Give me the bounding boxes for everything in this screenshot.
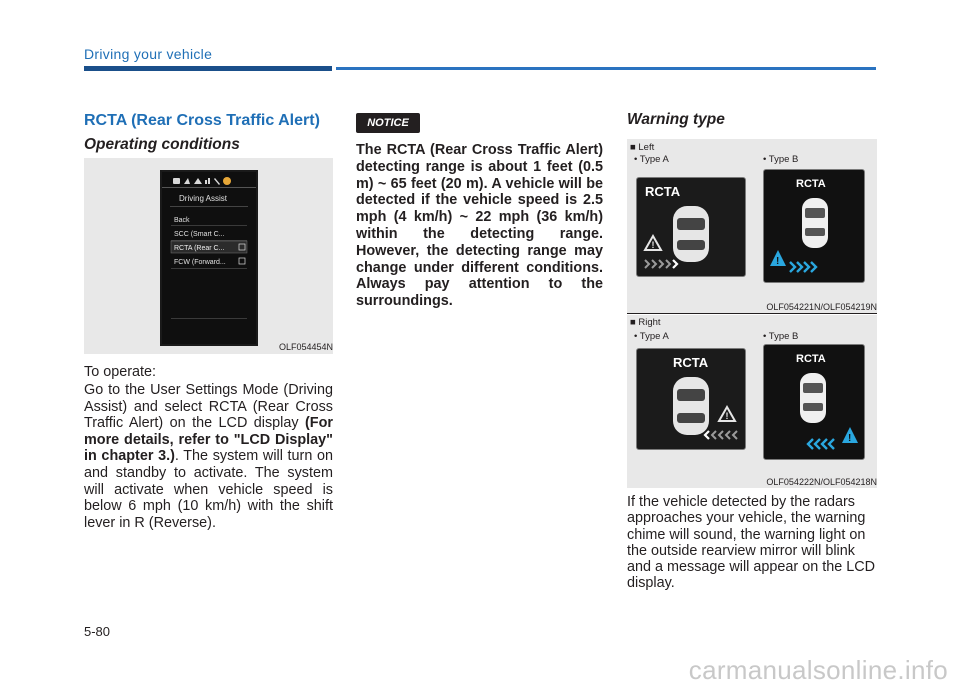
right-type-a-graphic bbox=[637, 349, 745, 449]
svg-text:!: ! bbox=[848, 433, 852, 444]
header-bar bbox=[84, 66, 332, 71]
chevron-left-icon bbox=[808, 439, 834, 449]
notice-text: The RCTA (Rear Cross Traffic Alert) detecting range is about 1 feet (0.5 m) ~ 65 feet (20 m). A vehicle will be detected if the vehicle speed is 2.5 mph (4 km/h) ~ 22 mph (36 km/h) within the detecting range. However, the detecting range may change under different conditions. Always pay attention to the surroundings. bbox=[356, 142, 603, 310]
left-type-a-panel bbox=[636, 177, 746, 277]
chevron-left-icon bbox=[705, 431, 709, 439]
page-number: 5-80 bbox=[84, 624, 111, 639]
menu-item-fcw: FCW (Forward... bbox=[174, 259, 226, 266]
left-type-b-panel bbox=[763, 169, 865, 283]
gear-icon bbox=[223, 177, 231, 185]
menu-item-back: Back bbox=[174, 217, 190, 224]
svg-text:!: ! bbox=[776, 256, 780, 267]
rcta-panel-label: RCTA bbox=[673, 355, 709, 370]
header-rule bbox=[336, 67, 876, 70]
rcta-panel-label: RCTA bbox=[645, 184, 681, 199]
section-title: Driving your vehicle bbox=[84, 46, 213, 62]
signal-icon bbox=[205, 180, 207, 184]
car-settings-icon bbox=[173, 178, 180, 184]
rcta-panel-label: RCTA bbox=[796, 178, 826, 190]
svg-text:!: ! bbox=[651, 240, 655, 250]
to-operate-label: To operate: bbox=[84, 364, 157, 380]
chevron-right-icon bbox=[645, 260, 670, 268]
left-figure-caption: OLF054221N/OLF054219N bbox=[766, 302, 877, 312]
figure-divider bbox=[627, 313, 877, 314]
right-group-label: ■ Right bbox=[630, 317, 661, 328]
car-icon bbox=[802, 198, 828, 248]
warning-paragraph: If the vehicle detected by the radars approaches your vehicle, the warning chime will sound, the warning light on the outside rearview mirror will blink and a message will appear on the LCD display. bbox=[627, 494, 875, 592]
right-type-b-panel bbox=[763, 344, 865, 460]
car-icon bbox=[673, 377, 709, 435]
menu-title: Driving Assist bbox=[179, 194, 228, 203]
notice-badge: NOTICE bbox=[356, 113, 420, 133]
watermark: carmanualsonline.info bbox=[688, 655, 948, 685]
warning-type-heading: Warning type bbox=[627, 111, 725, 128]
lcd-menu-figure bbox=[84, 158, 333, 354]
lcd-menu-screen bbox=[84, 158, 333, 354]
left-type-a-label: • Type A bbox=[634, 154, 669, 165]
right-type-b-label: • Type B bbox=[763, 331, 799, 342]
right-type-b-graphic bbox=[764, 345, 864, 459]
chevron-right-icon bbox=[673, 260, 677, 268]
operate-reference: (For more details, refer to "LCD Display" in chapter 3.) bbox=[84, 415, 333, 465]
chevron-right-icon bbox=[790, 262, 816, 272]
right-type-a-panel bbox=[636, 348, 746, 450]
operating-conditions-heading: Operating conditions bbox=[84, 136, 240, 153]
figure-caption: OLF054454N bbox=[278, 342, 333, 352]
car-icon bbox=[800, 373, 826, 423]
operate-text-end: . The system will turn on and standby to activate. The system will activate when vehicle speed is below 6 mph (10 km/h) with the shift lever in R (Reverse). bbox=[84, 448, 334, 531]
menu-item-scc: SCC (Smart C... bbox=[174, 231, 225, 238]
svg-text:!: ! bbox=[725, 411, 729, 421]
rcta-heading: RCTA (Rear Cross Traffic Alert) bbox=[84, 112, 320, 129]
car-icon bbox=[673, 206, 709, 262]
right-type-a-label: • Type A bbox=[634, 331, 669, 342]
left-type-b-graphic bbox=[764, 170, 864, 282]
left-type-a-graphic bbox=[637, 178, 745, 276]
right-figure-caption: OLF054222N/OLF054218N bbox=[766, 477, 877, 487]
operate-text: Go to the User Settings Mode (Driving Assist) and select RCTA (Rear Cross Traffic Alert) on the LCD display bbox=[84, 382, 333, 432]
menu-item-rcta: RCTA (Rear C... bbox=[174, 245, 225, 252]
left-group-label: ■ Left bbox=[630, 142, 655, 153]
left-type-b-label: • Type B bbox=[763, 154, 799, 165]
chevron-left-icon bbox=[712, 431, 737, 439]
rcta-panel-label: RCTA bbox=[796, 353, 826, 365]
operate-paragraph bbox=[84, 382, 333, 531]
